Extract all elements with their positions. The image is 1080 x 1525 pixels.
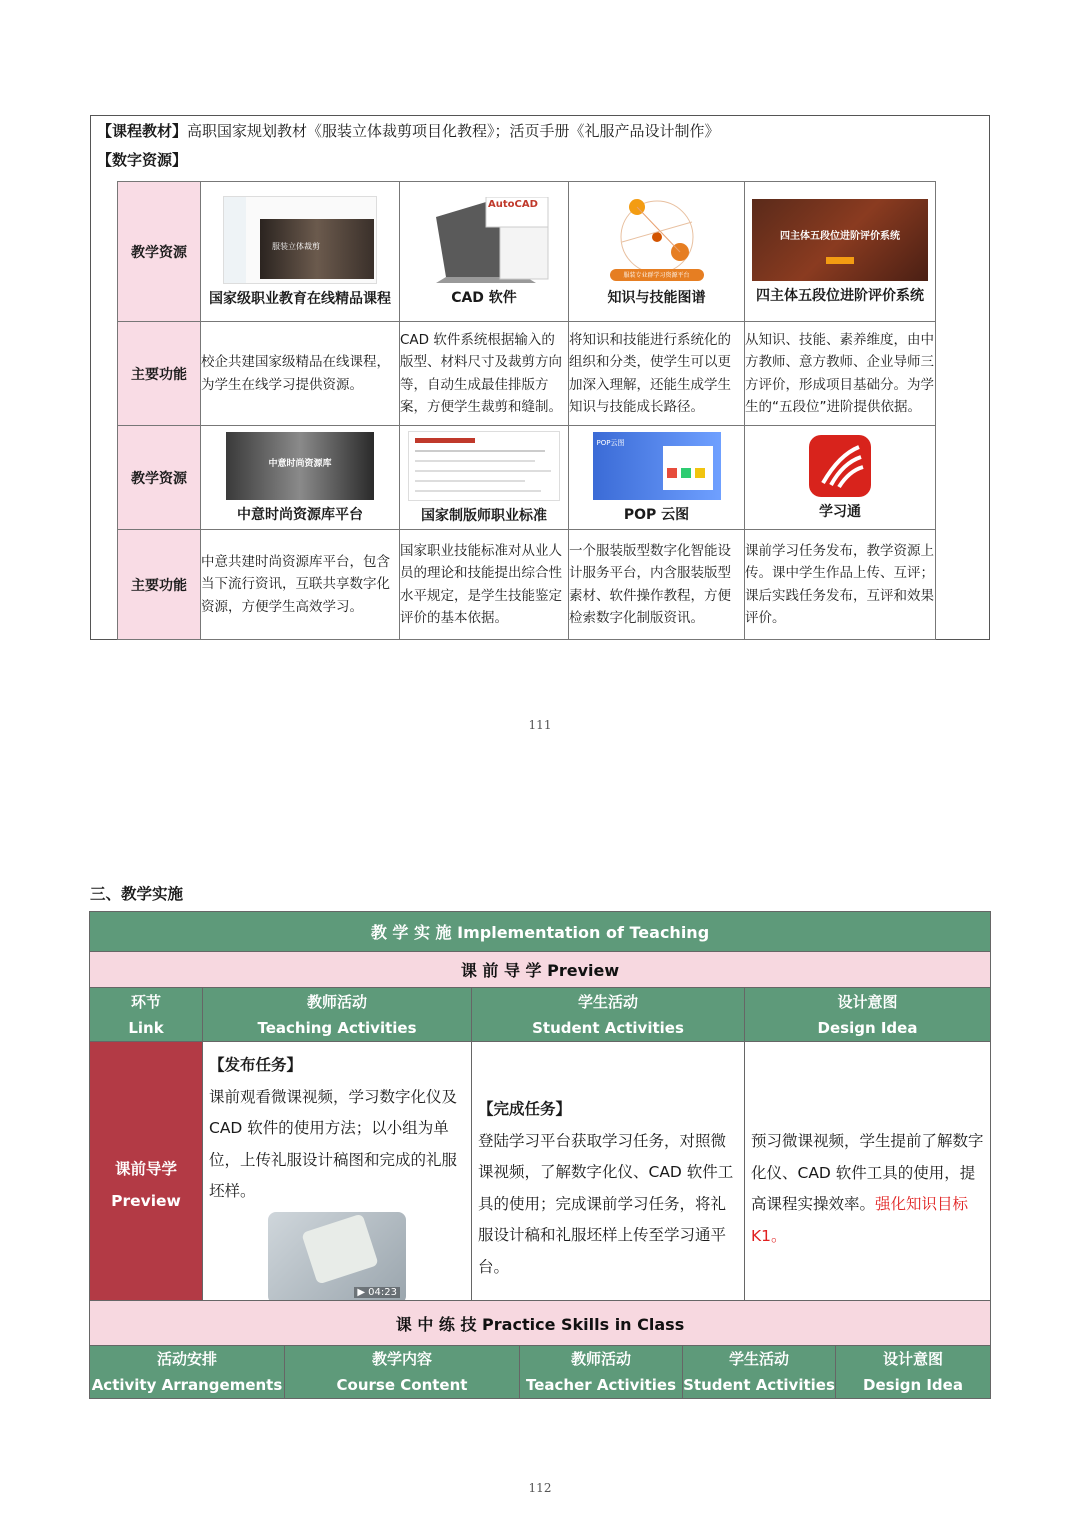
evaluation-system-image [752, 199, 928, 281]
fashion-library-image-text: 中意时尚资源库 [268, 458, 332, 469]
column-student-zh: 学生活动 [577, 992, 638, 1011]
practice-col-design [836, 1346, 991, 1399]
practice-col-student-zh: 学生活动 [728, 1350, 789, 1368]
knowledge-map-image-text: 服装专业群学习资源平台 [623, 271, 690, 279]
function-row-top [118, 322, 936, 426]
student-title: 【完成任务】 [478, 1100, 572, 1118]
preview-header-row [90, 952, 991, 988]
row-label-resource: 教学资源 [118, 182, 201, 322]
digital-resources-label: 【数字资源】 [97, 151, 188, 169]
practice-col-student-en: Student Activities [683, 1376, 835, 1394]
practice-col-teacher-zh: 教师活动 [570, 1350, 631, 1368]
design-idea-cell [745, 1042, 991, 1330]
practice-header: 课 中 练 技 Practice Skills in Class [90, 1301, 991, 1346]
practice-col-arrangement-zh: 活动安排 [156, 1350, 217, 1368]
resource-cell-evaluation [745, 182, 936, 322]
online-course-caption: 国家级职业教育在线精品课程 [209, 290, 391, 307]
student-activity-cell [472, 1042, 745, 1330]
column-design [745, 988, 991, 1042]
implementation-header: 教 学 实 施 Implementation of Teaching [90, 912, 991, 952]
practice-col-design-zh: 设计意图 [882, 1350, 943, 1368]
column-header-row [90, 988, 991, 1042]
online-course-desc: 校企共建国家级精品在线课程，为学生在线学习提供资源。 [201, 322, 400, 426]
fashion-library-image [226, 432, 374, 500]
column-design-zh: 设计意图 [837, 992, 898, 1011]
autocad-logo-text: AutoCAD [488, 198, 538, 210]
practice-col-arrangement-en: Activity Arrangements [91, 1376, 283, 1394]
course-materials-line [97, 120, 720, 142]
materials-text: 高职国家规划教材《服装立体裁剪项目化教程》；活页手册《礼服产品设计制作》 [187, 122, 720, 140]
student-text: 登陆学习平台获取学习任务，对照微课视频，了解数字化仪、CAD 软件工具的使用；完成课前学习任务，将礼服设计稿和礼服坯样上传至学习通平台。 [478, 1131, 734, 1276]
resource-cell-pop [569, 426, 745, 530]
pattern-standard-image [408, 431, 560, 501]
practice-column-row [90, 1346, 991, 1399]
pattern-standard-desc: 国家职业技能标准对从业人员的理论和技能提出综合性水平规定，是学生技能鉴定评价的基本依据。 [400, 530, 569, 640]
implementation-header-row [90, 912, 991, 952]
page-number-112: 112 [528, 1481, 552, 1495]
row-label-function-2: 主要功能 [118, 530, 201, 640]
practice-col-content-zh: 教学内容 [371, 1350, 432, 1368]
cad-caption: CAD 软件 [451, 289, 517, 306]
practice-col-teacher [520, 1346, 683, 1399]
design-text: 预习微课视频，学生提前了解数字化仪、CAD 软件工具的使用，提高课程实操效率。 [751, 1132, 984, 1213]
resource-cell-knowledge-map [569, 182, 745, 322]
pop-caption: POP 云图 [623, 506, 690, 523]
column-teaching [203, 988, 472, 1042]
resource-row-top [118, 182, 936, 322]
fashion-library-desc: 中意共建时尚资源库平台，包含当下流行资讯，互联共享数字化资源，方便学生高效学习。 [201, 530, 400, 640]
row-label-function: 主要功能 [118, 322, 201, 426]
online-course-image [223, 196, 377, 284]
link-zh: 课前导学 [114, 1160, 177, 1179]
preview-header: 课 前 导 学 Preview [90, 952, 991, 988]
teacher-text: 课前观看微课视频，学习数字化仪及CAD 软件的使用方法；以小组为单位，上传礼服设计稿图和完成的礼服坯样。 [209, 1087, 458, 1200]
practice-col-arrangement [90, 1346, 285, 1399]
practice-col-content [285, 1346, 520, 1399]
link-cell [90, 1042, 203, 1330]
resource-row-bottom [118, 426, 936, 530]
evaluation-image-text: 四主体五段位进阶评价系统 [780, 230, 900, 242]
online-course-image-text: 服装立体裁剪 [272, 241, 320, 251]
evaluation-caption: 四主体五段位进阶评价系统 [756, 287, 924, 304]
design-idea-text [751, 1126, 984, 1252]
practice-table [89, 1300, 991, 1399]
pattern-standard-caption: 国家制版师职业标准 [421, 507, 547, 524]
pop-cloud-image [593, 432, 721, 500]
link-en: Preview [111, 1192, 181, 1211]
autocad-image [416, 197, 552, 283]
column-design-en: Design Idea [817, 1018, 918, 1037]
resource-cell-cad [400, 182, 569, 322]
implementation-table [89, 911, 991, 1330]
column-link [90, 988, 203, 1042]
page-number-111: 111 [528, 718, 552, 732]
resource-cell-xuexitong [745, 426, 936, 530]
pop-image-text: POP云图 [596, 438, 625, 447]
practice-col-content-en: Course Content [336, 1376, 468, 1394]
column-teaching-zh: 教师活动 [306, 992, 367, 1011]
column-teaching-en: Teaching Activities [257, 1018, 417, 1037]
digital-resources-table [117, 181, 936, 640]
function-row-bottom [118, 530, 936, 640]
section-title: 三、教学实施 [90, 885, 184, 903]
teacher-activity-cell [203, 1042, 472, 1330]
column-student [472, 988, 745, 1042]
cad-desc: CAD 软件系统根据输入的版型、材料尺寸及裁剪方向等，自动生成最佳排版方案，方便学生裁剪和缝制。 [400, 322, 569, 426]
preview-content-row [90, 1042, 991, 1330]
resource-cell-online-course [201, 182, 400, 322]
design-highlight: 强化知识目标 K1。 [751, 1195, 969, 1245]
practice-col-student [683, 1346, 836, 1399]
video-duration: ▶ 04:23 [354, 1287, 400, 1298]
xuexitong-desc: 课前学习任务发布，教学资源上传。课中学生作品上传、互评；课后实践任务发布，互评和效果评价。 [745, 530, 936, 640]
knowledge-map-image [592, 197, 722, 283]
teacher-title: 【发布任务】 [209, 1056, 303, 1074]
column-link-en: Link [128, 1018, 164, 1037]
practice-col-teacher-en: Teacher Activities [525, 1376, 677, 1394]
row-label-resource-2: 教学资源 [118, 426, 201, 530]
column-link-zh: 环节 [130, 992, 161, 1011]
knowledge-map-caption: 知识与技能图谱 [607, 289, 706, 306]
pop-desc: 一个服装版型数字化智能设计服务平台，内含服装版型素材、软件操作教程，方便检索数字化制版资讯。 [569, 530, 745, 640]
practice-col-design-en: Design Idea [863, 1376, 963, 1394]
video-thumbnail[interactable] [268, 1212, 406, 1304]
xuexitong-logo-icon [809, 435, 871, 497]
practice-header-row [90, 1301, 991, 1346]
xuexitong-caption: 学习通 [819, 503, 861, 520]
knowledge-map-desc: 将知识和技能进行系统化的组织和分类，使学生可以更加深入理解，还能生成学生知识与技能成长路径。 [569, 322, 745, 426]
materials-label: 【课程教材】 [97, 122, 188, 140]
fashion-library-caption: 中意时尚资源库平台 [237, 506, 363, 523]
column-student-en: Student Activities [532, 1018, 684, 1037]
resource-cell-fashion-library [201, 426, 400, 530]
evaluation-desc: 从知识、技能、素养维度，由中方教师、意方教师、企业导师三方评价，形成项目基础分。为学生的“五段位”进阶提供依据。 [745, 322, 936, 426]
resource-cell-pattern-standard [400, 426, 569, 530]
